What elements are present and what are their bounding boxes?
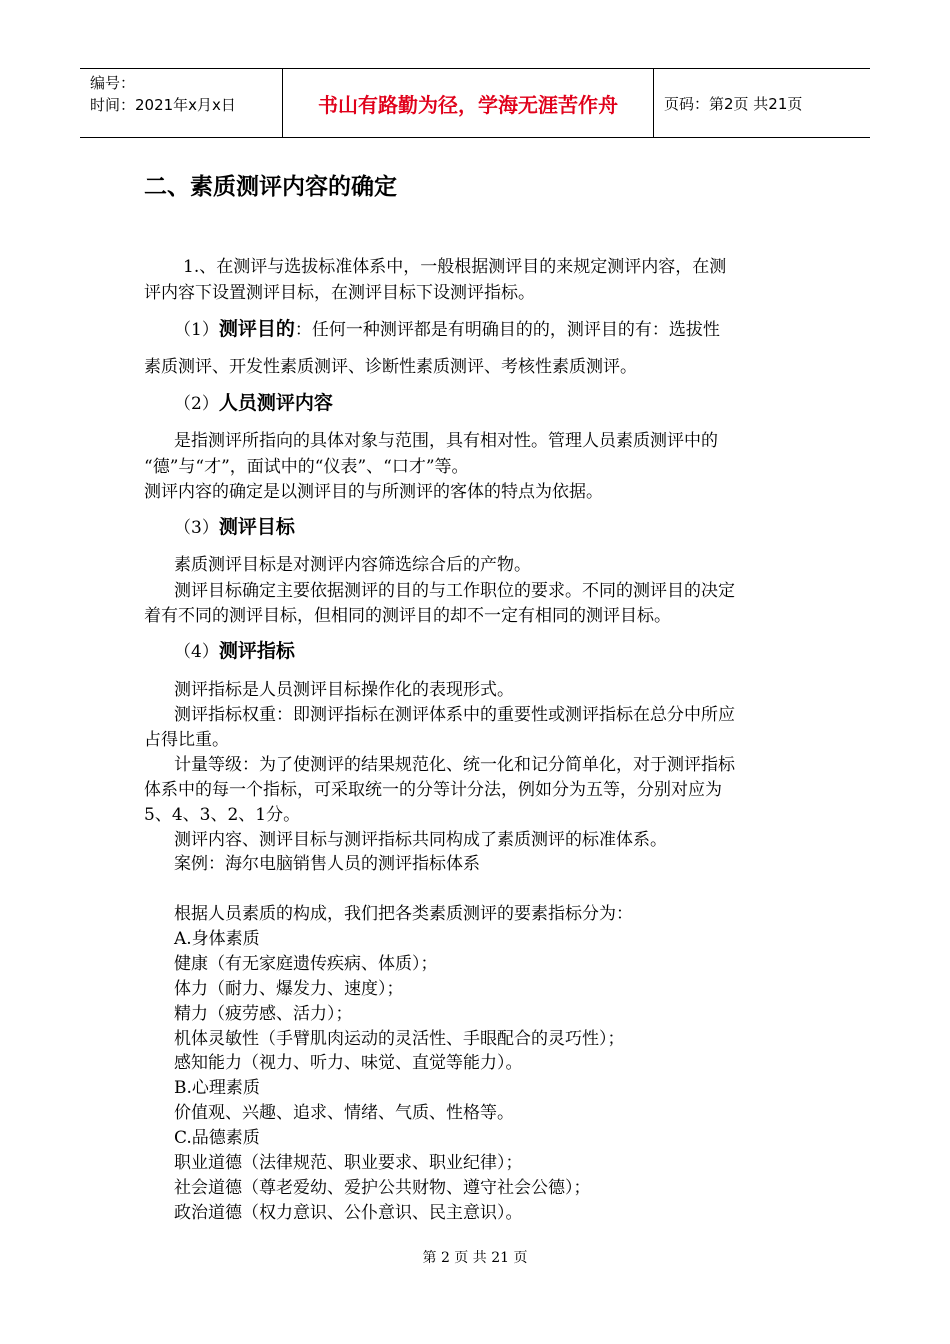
list-heading-b: B.心理素质 (174, 1078, 260, 1098)
s4-para-6: 5、4、3、2、1分。 (144, 805, 301, 825)
s4-para-1: 测评指标是人员测评目标操作化的表现形式。 (174, 680, 514, 700)
s3-number: （3） (174, 518, 219, 538)
list-item-c1: 职业道德（法律规范、职业要求、职业纪律）； (174, 1153, 523, 1173)
s4-para-3: 占得比重。 (144, 730, 229, 750)
intro-line-2: 评内容下设置测评目标，在测评目标下设测评指标。 (144, 283, 535, 303)
page-footer: 第 2 页 共 21 页 (422, 1250, 528, 1266)
s3-para-3: 着有不同的测评目标，但相同的测评目的却不一定有相同的测评目标。 (144, 606, 671, 626)
page-header (80, 68, 870, 138)
header-time: 时间：2021年x月x日 (90, 96, 236, 114)
s4-para-4: 计量等级：为了使测评的结果规范化、统一化和记分简单化，对于测评指标 (174, 755, 735, 775)
s2-para-1: 是指测评所指向的具体对象与范围，具有相对性。管理人员素质测评中的 (174, 431, 718, 451)
list-item-b1: 价值观、兴趣、追求、情绪、气质、性格等。 (174, 1103, 514, 1123)
s3-para-1: 素质测评目标是对测评内容筛选综合后的产物。 (174, 555, 531, 575)
intro-line-1: 1.、在测评与选拔标准体系中，一般根据测评目的来规定测评内容，在测 (183, 257, 727, 277)
list-item-a4: 机体灵敏性（手臂肌肉运动的灵活性、手眼配合的灵巧性）； (174, 1029, 625, 1049)
s4-para-2: 测评指标权重：即测评指标在测评体系中的重要性或测评指标在总分中所应 (174, 705, 735, 725)
s4-para-5: 体系中的每一个指标，可采取统一的分等计分法，例如分为五等，分别对应为 (144, 780, 722, 800)
s1-number: （1） (174, 320, 219, 340)
s2-heading-line (174, 388, 333, 415)
list-intro: 根据人员素质的构成，我们把各类素质测评的要素指标分为： (174, 904, 633, 924)
list-heading-a: A.身体素质 (174, 929, 260, 949)
list-item-c3: 政治道德（权力意识、公仆意识、民主意识）。 (174, 1203, 523, 1223)
header-page-info: 页码：第2页 共21页 (664, 94, 803, 113)
s2-heading: 人员测评内容 (218, 392, 333, 414)
header-number: 编号： (90, 74, 136, 92)
list-item-a5: 感知能力（视力、听力、味觉、直觉等能力）。 (174, 1053, 523, 1073)
s1-line-2: 素质测评、开发性素质测评、诊断性素质测评、考核性素质测评。 (144, 357, 637, 377)
header-motto: 书山有路勤为径，学海无涯苦作舟 (282, 69, 654, 137)
list-item-a3: 精力（疲劳感、活力）； (174, 1004, 353, 1024)
s2-number: （2） (174, 394, 219, 414)
s1-text: ：任何一种测评都是有明确目的的，测评目的有：选拔性 (294, 320, 720, 340)
s3-para-2: 测评目标确定主要依据测评的目的与工作职位的要求。不同的测评目的决定 (174, 581, 735, 601)
s4-para-7: 测评内容、测评目标与测评指标共同构成了素质测评的标准体系。 (174, 830, 667, 850)
s1-heading: 测评目的 (218, 318, 295, 340)
s4-case-line: 案例：海尔电脑销售人员的测评指标体系 (174, 854, 480, 874)
s2-para-2: “德”与“才”，面试中的“仪表”、“口才”等。 (144, 457, 469, 477)
s3-heading-line (174, 512, 295, 539)
list-item-a2: 体力（耐力、爆发力、速度）； (174, 979, 404, 999)
list-item-c2: 社会道德（尊老爱幼、爱护公共财物、遵守社会公德）； (174, 1178, 591, 1198)
list-item-a1: 健康（有无家庭遗传疾病、体质）； (174, 954, 438, 974)
s4-heading-line (174, 636, 295, 663)
s2-para-3: 测评内容的确定是以测评目的与所测评的客体的特点为依据。 (144, 482, 603, 502)
s1-heading-line (174, 314, 720, 341)
list-heading-c: C.品德素质 (174, 1128, 260, 1148)
s3-heading: 测评目标 (218, 516, 295, 538)
s4-heading: 测评指标 (218, 640, 295, 662)
header-meta (80, 69, 282, 137)
section-title: 二、素质测评内容的确定 (144, 174, 397, 200)
s4-number: （4） (174, 642, 219, 662)
